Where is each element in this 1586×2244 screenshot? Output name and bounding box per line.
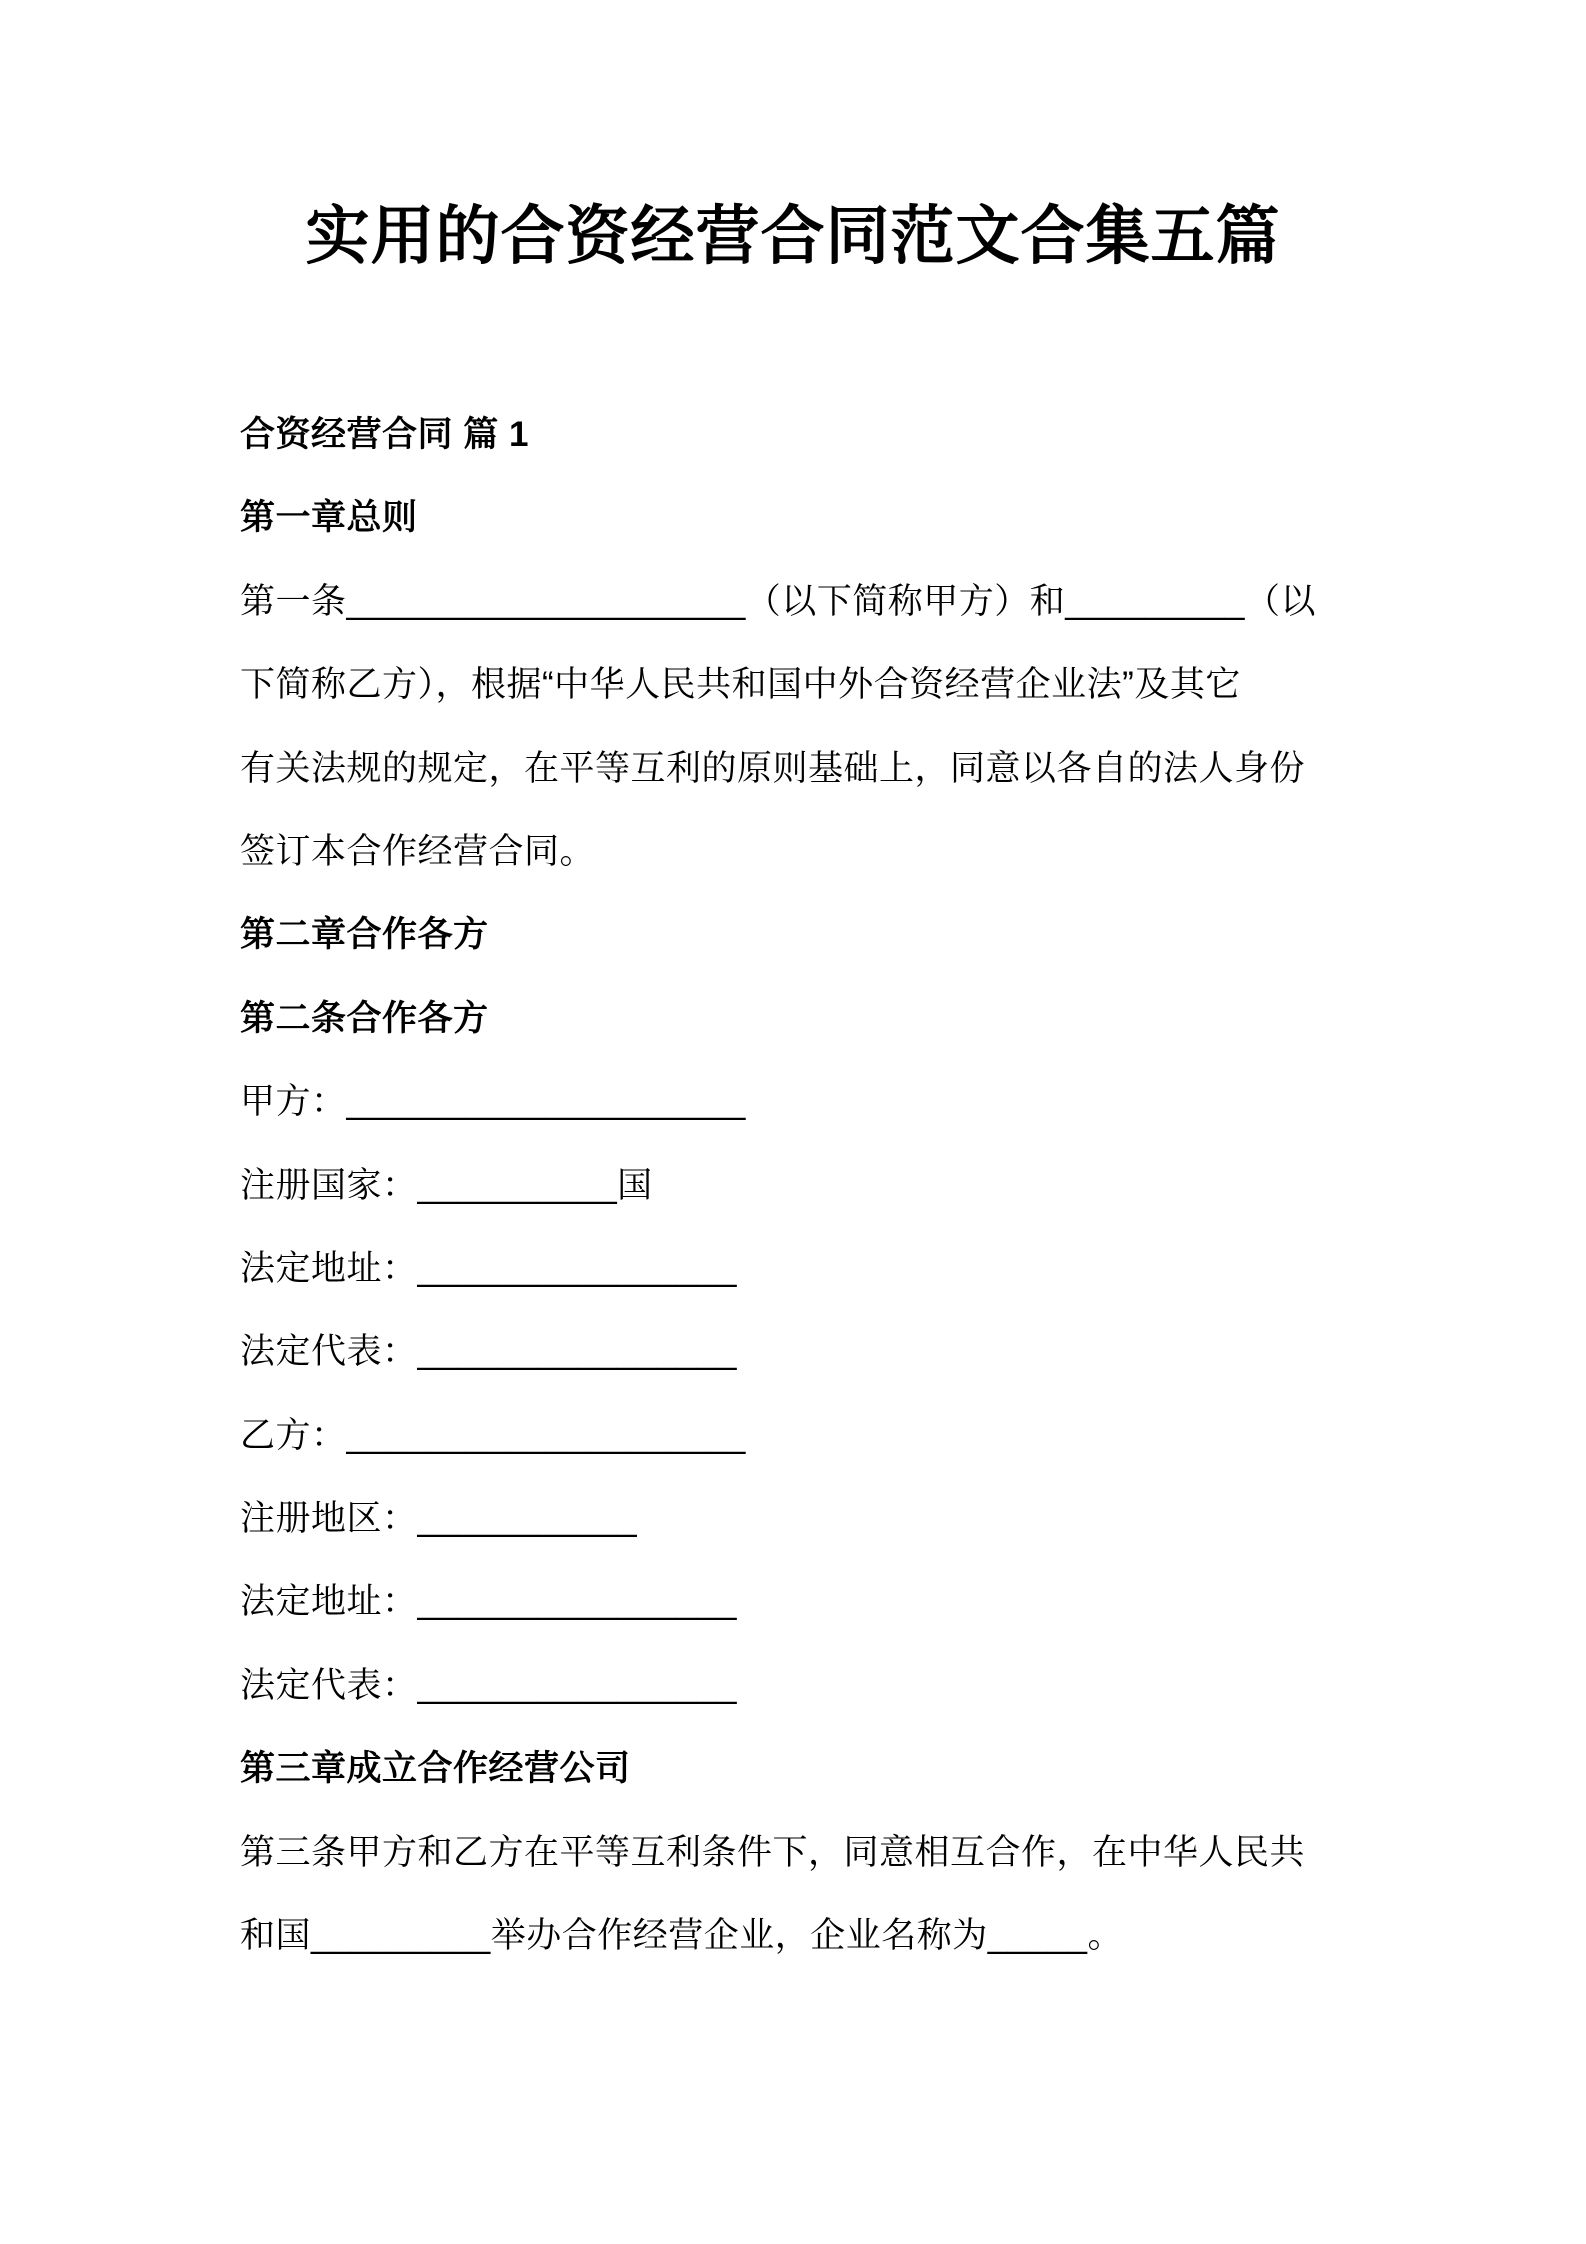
document-body <box>240 393 1370 1977</box>
document-line: 注册地区：___________ <box>240 1499 638 1539</box>
document-line: 法定代表：________________ <box>240 1332 737 1372</box>
document-line: 法定代表：________________ <box>240 1665 737 1705</box>
document-line: 下简称乙方），根据“中华人民共和国中外合资经营企业法”及其它 <box>240 665 1241 705</box>
document-line: 第二章合作各方 <box>240 915 489 955</box>
document-line: 第三章成立合作经营公司 <box>240 1749 631 1789</box>
document-line: 有关法规的规定，在平等互利的原则基础上，同意以各自的法人身份 <box>240 748 1306 788</box>
document-line: 签订本合作经营合同。 <box>240 831 596 871</box>
document-line: 法定地址：________________ <box>240 1248 737 1288</box>
document-line: 第一章总则 <box>240 498 418 538</box>
document-line: 合资经营合同 篇 1 <box>240 415 529 454</box>
document-line: 第三条甲方和乙方在平等互利条件下，同意相互合作，在中华人民共 <box>240 1832 1306 1872</box>
document-line: 和国_________举办合作经营企业，企业名称为_____。 <box>240 1916 1124 1956</box>
document-line: 甲方：____________________ <box>240 1082 746 1122</box>
document-line: 注册国家：__________国 <box>240 1165 653 1205</box>
document-line: 第一条____________________（以下简称甲方）和_________（以 <box>240 581 1316 621</box>
document-line: 第二条合作各方 <box>240 998 489 1038</box>
document-line: 乙方：____________________ <box>240 1415 746 1455</box>
document-title: 实用的合资经营合同范文合集五篇 <box>305 200 1281 272</box>
document-line: 法定地址：________________ <box>240 1582 737 1622</box>
